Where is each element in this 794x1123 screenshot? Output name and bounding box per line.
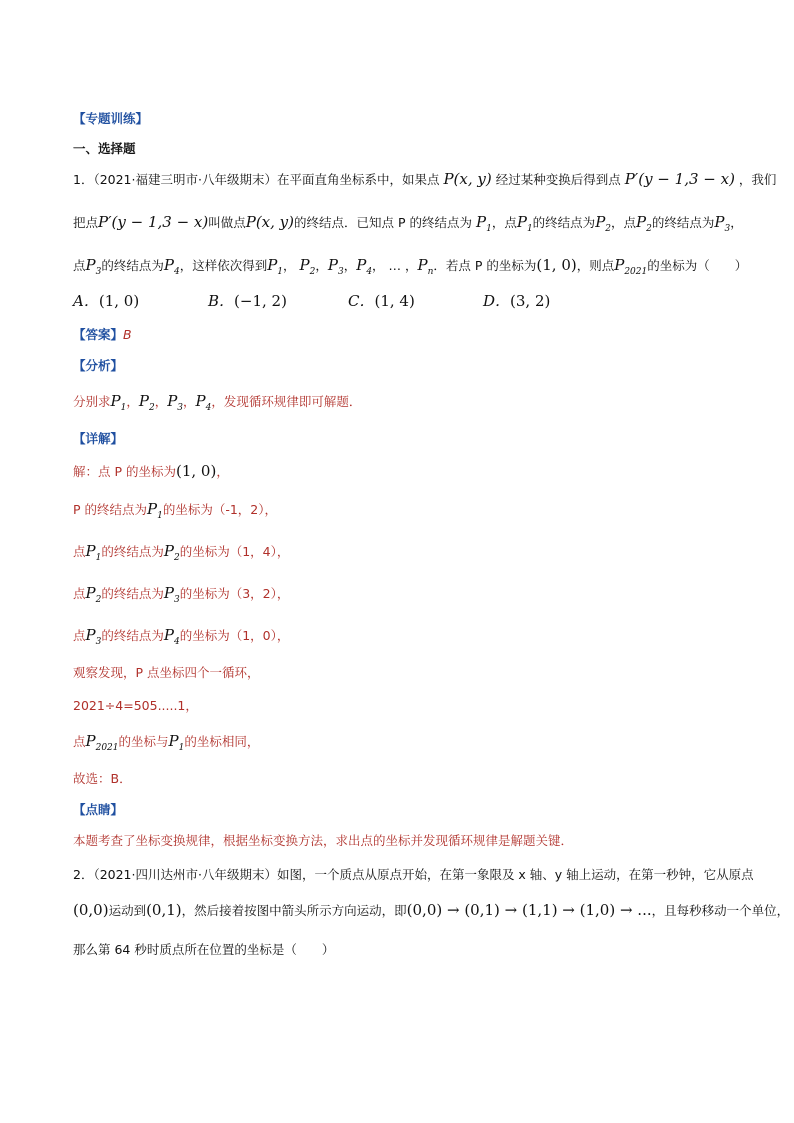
detail-line7: 2021÷4=505.....1，	[73, 698, 198, 713]
point-p-prime: P′(y − 1,3 − x)	[98, 213, 209, 231]
point-p2021: $P_{2021}$	[85, 732, 119, 753]
point-p2: $P_2$	[636, 213, 652, 234]
q1-line2: 把点P′(y − 1,3 − x)叫做点P(x, y)的终结点．已知点 P 的终结点为 $P_1$，点$P_1$的终结点为$P_2$，点$P_2$的终结点为$P_3$，	[73, 213, 743, 234]
option-a: A．(1, 0)	[73, 292, 140, 310]
point-p1: $P_1$	[110, 392, 127, 413]
q1-line3-text6: ．若点 P 的坐标为	[433, 258, 537, 273]
q1-line2-text7: 的终结点为	[651, 215, 715, 230]
coord-p: (1, 0)	[536, 256, 577, 274]
detail-line3: 点$P_1$的终结点为$P_2$的坐标为（1，4），	[73, 542, 290, 563]
point-p3: $P_3$	[167, 392, 184, 413]
point-p3: $P_3$	[85, 256, 102, 277]
detail-label: 【详解】	[73, 431, 124, 446]
point-p1: $P_1$	[168, 732, 185, 753]
detail-text: P 的终结点为	[73, 502, 148, 517]
detail-line1: 解：点 P 的坐标为(1, 0)，	[73, 462, 229, 480]
section-title: 【专题训练】	[73, 111, 149, 126]
point-p4: $P_4$	[195, 392, 212, 413]
point-p-prime: P′(y − 1,3 − x)	[624, 170, 735, 188]
coord-p: (1, 0)	[176, 462, 217, 480]
point-p1: $P_1$	[267, 256, 284, 277]
answer-label: 【答案】	[73, 327, 124, 342]
detail-line2: P 的终结点为$P_1$的坐标为（-1，2），	[73, 500, 278, 521]
coord-01: (0,1)	[146, 901, 182, 919]
q2-line2: (0,0)运动到(0,1)，然后接着按图中箭头所示方向运动，即(0,0) → (0,1) → (1,1) → (1,0) → ...，且每秒移动一个单位，	[73, 901, 790, 919]
detail-line4: 点$P_2$的终结点为$P_3$的坐标为（3，2），	[73, 584, 290, 605]
detail-text: 点	[73, 544, 86, 559]
point-p2: $P_2$	[595, 213, 612, 234]
q1-line1-text: 1．（2021·福建三明市·八年级期末）在平面直角坐标系中，如果点	[73, 172, 440, 187]
coord-sequence: (0,0) → (0,1) → (1,1) → (1,0) → ...	[406, 901, 652, 919]
analysis-label: 【分析】	[73, 358, 124, 373]
point-p: P(x, y)	[443, 170, 492, 188]
point-p3: $P_3$	[85, 626, 102, 647]
point-p1: $P_1$	[85, 542, 102, 563]
q1-line3-text8: 的坐标为（ ）	[647, 258, 748, 273]
q2-line3: 那么第 64 秒时质点所在位置的坐标是（ ）	[73, 942, 335, 957]
analysis-text: 分别求$P_1$，$P_2$，$P_3$，$P_4$，发现循环规律即可解题．	[73, 392, 362, 413]
q1-line1	[73, 170, 776, 189]
comment-text: 本题考查了坐标变换规律，根据坐标变换方法，求出点的坐标并发现循环规律是解题关键．	[73, 833, 574, 848]
detail-text: 点	[73, 586, 86, 601]
q1-line3-text7: ，则点	[576, 258, 615, 273]
point-p3: $P_3$	[327, 256, 344, 277]
detail-text: 点	[73, 734, 86, 749]
point-p2: $P_2$	[85, 584, 102, 605]
detail-line8: 点$P_{2021}$的坐标与$P_1$的坐标相同，	[73, 732, 260, 753]
part-title: 一、选择题	[73, 141, 136, 156]
comment-label: 【点睛】	[73, 802, 124, 817]
q1-line1-text2: 经过某种变换后得到点	[495, 172, 621, 187]
point-p2021: $P_{2021}$	[614, 256, 648, 277]
analysis-pre: 分别求	[73, 394, 111, 409]
q1-line3: 点$P_3$的终结点为$P_4$，这样依次得到$P_1$， $P_2$，$P_3$，$P_4$， … ，$P_n$．若点 P 的坐标为(1, 0)，则点$P_{2021}$的坐标为（ ）	[73, 256, 748, 277]
q1-line3-text3: ，这样依次得到	[179, 258, 268, 273]
point-p: P(x, y)	[245, 213, 295, 231]
point-p2: $P_2$	[299, 256, 316, 277]
detail-text: 点	[73, 628, 86, 643]
point-p3: $P_3$	[714, 213, 731, 234]
coord-origin: (0,0)	[73, 901, 109, 919]
point-p4: $P_4$	[356, 256, 373, 277]
option-c: C．(1, 4)	[348, 292, 415, 310]
answer-value: B	[123, 327, 132, 342]
option-b: B．(−1, 2)	[208, 292, 287, 310]
option-d: D．(3, 2)	[483, 292, 551, 310]
q1-options	[73, 292, 723, 312]
analysis-body: ，发现循环规律即可解题．	[211, 394, 362, 409]
detail-text: 解：点 P 的坐标为	[73, 464, 176, 479]
point-p3: $P_3$	[163, 584, 180, 605]
q1-line2-text3: 的终结点．已知点 P 的终结点为	[294, 215, 473, 230]
point-p4: $P_4$	[163, 626, 180, 647]
answer	[73, 326, 132, 344]
point-p1: $P_1$	[476, 213, 492, 234]
q2-line1: 2．（2021·四川达州市·八年级期末）如图，一个质点从原点开始，在第一象限及 x 轴、y 轴上运动，在第一秒钟，它从原点	[73, 867, 754, 882]
q1-line3-text: 点	[73, 258, 86, 273]
q1-line2-text2: 叫做点	[208, 215, 246, 230]
q1-line3-text2: 的终结点为	[101, 258, 164, 273]
point-p2: $P_2$	[138, 392, 155, 413]
q1-line3-text4: ，	[283, 258, 296, 273]
q1-line2-text5: 的终结点为	[532, 215, 596, 230]
detail-line6: 观察发现，P 点坐标四个一循环，	[73, 665, 260, 680]
point-p2: $P_2$	[163, 542, 180, 563]
point-pn: $P_n$	[417, 256, 434, 277]
q1-line1-text3: ，我们	[738, 172, 777, 187]
point-p1: $P_1$	[516, 213, 533, 234]
detail-line9: 故选：B．	[73, 771, 132, 786]
detail-line5: 点$P_3$的终结点为$P_4$的坐标为（1，0），	[73, 626, 290, 647]
point-p1: $P_1$	[147, 500, 163, 521]
q1-line2-text6: ，点	[611, 215, 637, 230]
q1-line3-text5: ， … ，	[372, 258, 418, 273]
point-p4: $P_4$	[163, 256, 180, 277]
q1-line2-text4: ，点	[491, 215, 517, 230]
q1-line2-text: 把点	[73, 215, 99, 230]
